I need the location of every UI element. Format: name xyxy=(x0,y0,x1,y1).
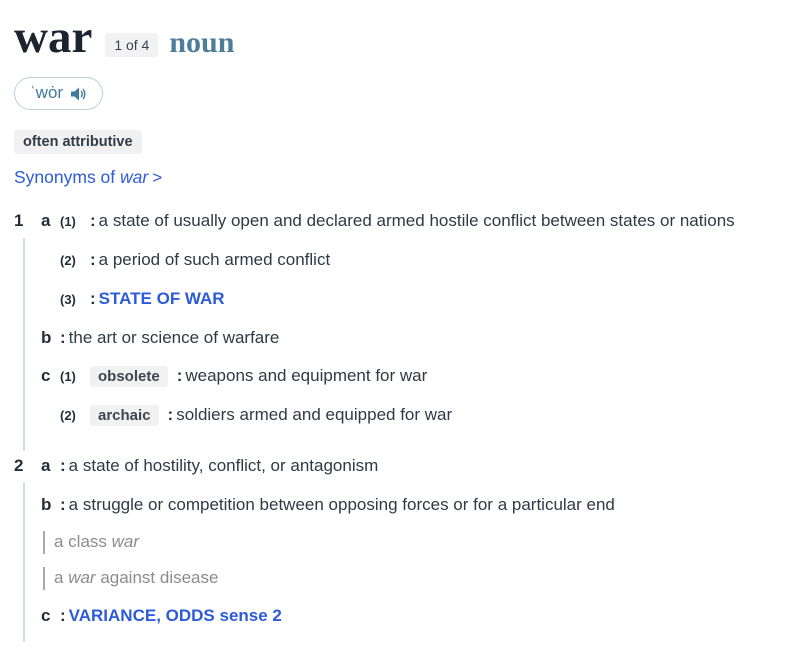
sense-2 xyxy=(14,453,787,629)
sense-letter: b xyxy=(41,327,52,347)
sense-1b-row xyxy=(14,325,787,352)
pronunciation-text: ˈwȯr xyxy=(30,83,64,102)
definition-text: : the art or science of warfare xyxy=(60,327,280,347)
sense-2a-row xyxy=(14,453,787,480)
status-label-obsolete: obsolete xyxy=(90,366,168,387)
sense-subnumber: (2) xyxy=(60,408,76,424)
definition-text: : a period of such armed conflict xyxy=(90,249,331,269)
sense-2c-row xyxy=(14,603,787,630)
cross-reference-link-odds[interactable]: ODDS sense 2 xyxy=(165,605,282,625)
usage-example: a class war xyxy=(43,531,787,554)
sense-number: 2 xyxy=(14,456,24,476)
sense-letter: a xyxy=(41,211,51,230)
status-label-archaic: archaic xyxy=(90,405,159,426)
definition-text: : a state of usually open and declared armed hostile conflict between states or nations xyxy=(90,211,735,230)
chevron-right-icon: > xyxy=(152,168,163,187)
definition-text: : STATE OF WAR xyxy=(90,288,225,308)
sense-number: 1 xyxy=(14,211,24,230)
sense-1c1-row xyxy=(14,363,787,390)
synonyms-link[interactable]: Synonyms of war > xyxy=(14,167,163,187)
definition-text: : a state of hostility, conflict, or antagonism xyxy=(60,456,379,476)
sense-letter: c xyxy=(41,605,51,625)
sense-1a1-row xyxy=(14,208,787,235)
speaker-icon[interactable] xyxy=(71,86,87,100)
headword: war xyxy=(14,11,93,63)
sense-letter: c xyxy=(41,366,51,386)
definition-text: obsolete : weapons and equipment for war xyxy=(90,363,770,390)
sense-1 xyxy=(14,208,787,429)
sense-list xyxy=(14,208,787,630)
sense-letter: a xyxy=(41,456,51,476)
definition-text: : a struggle or competition between opposing forces or for a particular end xyxy=(60,495,615,515)
sense-subnumber: (1) xyxy=(60,369,76,385)
synonyms-row xyxy=(14,167,787,188)
sense-1c2-row xyxy=(14,402,787,429)
sense-1a2-row xyxy=(14,247,787,274)
sense-subnumber: (1) xyxy=(60,214,76,229)
entry-count-badge: 1 of 4 xyxy=(105,33,158,57)
sense-subnumber: (2) xyxy=(60,252,76,268)
synonyms-word: war xyxy=(120,167,149,187)
usage-label-badge: often attributive xyxy=(14,130,142,154)
definition-text: : VARIANCE, ODDS sense 2 xyxy=(60,605,282,625)
cross-reference-link-state-of-war[interactable]: STATE OF WAR xyxy=(98,288,225,308)
pronunciation-button[interactable] xyxy=(14,77,103,110)
pronunciation-row xyxy=(14,77,787,110)
sense-subnumber: (3) xyxy=(60,291,76,307)
usage-label-row xyxy=(14,130,787,154)
sense-1a3-row xyxy=(14,286,787,313)
sense-2b-row xyxy=(14,492,787,519)
definition-text: archaic : soldiers armed and equipped for war xyxy=(90,402,770,429)
sense-letter: b xyxy=(41,495,52,515)
usage-example: a war against disease xyxy=(43,567,787,590)
part-of-speech-link[interactable]: noun xyxy=(169,26,235,59)
cross-reference-link-variance[interactable]: VARIANCE xyxy=(68,605,157,625)
entry-header xyxy=(14,11,787,63)
